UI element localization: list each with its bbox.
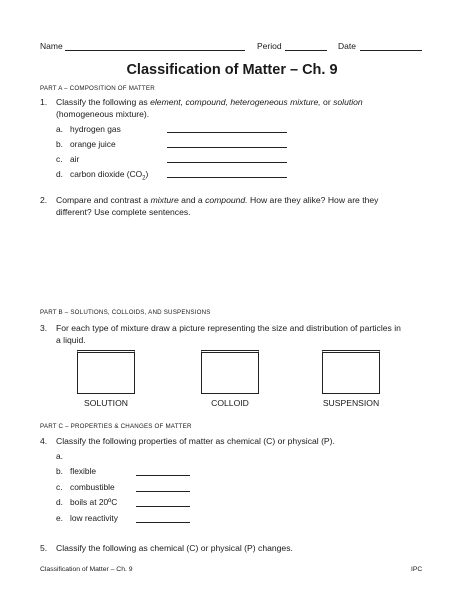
q4-item-b-text: flexible [70, 466, 97, 476]
q5-text: Classify the following as chemical (C) or physical (P) changes. [56, 543, 293, 553]
q4-answer-line-b[interactable] [136, 475, 190, 476]
q3-text-line2: a liquid. [56, 335, 86, 345]
solution-drawing-box[interactable] [77, 350, 135, 394]
period-field[interactable] [285, 50, 327, 51]
q1-number: 1. [40, 97, 48, 107]
q2-text-line2: different? Use complete sentences. [56, 207, 191, 217]
name-field[interactable] [65, 50, 245, 51]
page-title: Classification of Matter – Ch. 9 [126, 62, 338, 78]
q4-number: 4. [40, 436, 48, 446]
footer-right: IPC [411, 566, 423, 573]
q1-text: Classify the following as element, compound, heterogeneous mixture, or solution [56, 97, 363, 107]
q5-number: 5. [40, 543, 48, 553]
q2-number: 2. [40, 195, 48, 205]
q4-answer-line-c[interactable] [136, 491, 190, 492]
q1-item-d-letter: d. [56, 169, 63, 179]
q4-text: Classify the following properties of matter as chemical (C) or physical (P). [56, 436, 335, 446]
q3-number: 3. [40, 323, 48, 333]
q1-answer-line-b[interactable] [167, 147, 287, 148]
q4-answer-line-d[interactable] [136, 506, 190, 507]
suspension-drawing-box[interactable] [322, 350, 380, 394]
q4-item-c-letter: c. [56, 482, 63, 492]
part-a-heading: PART A – COMPOSITION OF MATTER [40, 85, 155, 92]
q1-item-c-text: air [70, 154, 80, 164]
q4-item-c-text: combustible [70, 482, 115, 492]
suspension-label: SUSPENSION [322, 398, 380, 408]
footer-left: Classification of Matter – Ch. 9 [40, 566, 133, 573]
q1-answer-line-d[interactable] [167, 177, 287, 178]
q4-item-d-letter: d. [56, 497, 63, 507]
date-label: Date [338, 41, 356, 51]
q4-item-d-text: boils at 20ºC [70, 497, 118, 507]
q1-item-d-text: carbon dioxide $(CO_2)$ [70, 169, 149, 182]
part-b-heading: PART B – SOLUTIONS, COLLOIDS, AND SUSPENSIONS [40, 309, 211, 316]
colloid-label: COLLOID [211, 398, 249, 408]
q1-item-a-text: hydrogen gas [70, 124, 121, 134]
q1-item-c-letter: c. [56, 154, 63, 164]
q4-item-e-letter: e. [56, 513, 63, 523]
q1-item-b-letter: b. [56, 139, 63, 149]
q1-item-b-text: orange juice [70, 139, 116, 149]
q4-item-a-letter: a. [56, 451, 63, 461]
period-label: Period [257, 41, 282, 51]
q1-text-line2: (homogeneous mixture). [56, 109, 150, 119]
q4-item-e-text: low reactivity [70, 513, 118, 523]
q4-item-b-letter: b. [56, 466, 63, 476]
q3-text: For each type of mixture draw a picture representing the size and distribution of particles in [56, 323, 401, 333]
solution-label: SOLUTION [84, 398, 128, 408]
name-label: Name [40, 41, 63, 51]
q1-answer-line-c[interactable] [167, 162, 287, 163]
colloid-drawing-box[interactable] [201, 350, 259, 394]
q1-item-a-letter: a. [56, 124, 63, 134]
q1-answer-line-a[interactable] [167, 132, 287, 133]
part-c-heading: PART C – PROPERTIES & CHANGES OF MATTER [40, 423, 192, 430]
date-field[interactable] [360, 50, 422, 51]
q4-answer-line-e[interactable] [136, 522, 190, 523]
q2-text: Compare and contrast a mixture and a compound. How are they alike? How are they [56, 195, 379, 205]
